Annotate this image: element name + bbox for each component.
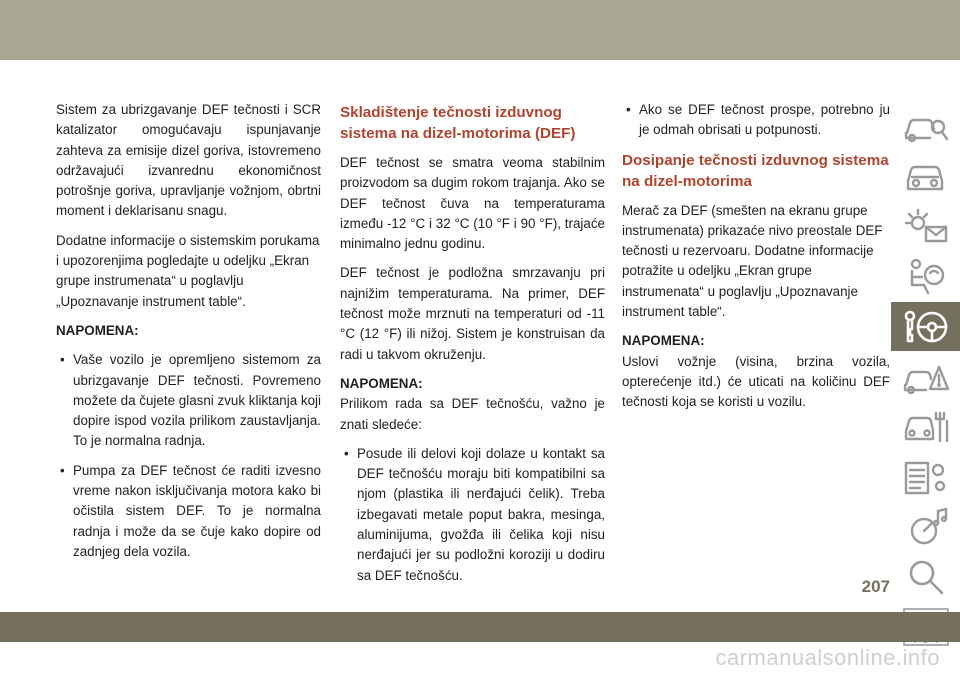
note-text: Prilikom rada sa DEF tečnošću, važno je znati sledeće: xyxy=(340,396,605,432)
list-item: • Posude ili delovi koji dolaze u kontakt sa DEF tečnošću moraju biti kompatibilni sa njom (plastika ili nerđajući čelik). Treba izbegavati metale poput bakra, mesinga, aluminijuma, gvožđa ili čelika koji nisu nerđajući jer su podložni koroziji u dodiru sa DEF tečnošću. xyxy=(340,444,605,586)
tab-gauge-music[interactable] xyxy=(891,502,960,551)
watermark: carmanualsonline.info xyxy=(715,645,940,670)
checklist-gears-icon xyxy=(902,457,950,497)
note-title: NAPOMENA: xyxy=(340,375,423,391)
list-item: • Vaše vozilo je opremljeno sistemom za ubrizgavanje DEF tečnosti. Povremeno možete da čujete glasni zvuk kliktanja koji dopire ispod vozila prilikom zaustavljanja. To je normalna radnja. xyxy=(56,350,321,451)
airbag-seat-icon xyxy=(902,257,950,297)
tab-checklist-gears[interactable] xyxy=(891,452,960,501)
tab-light-message[interactable] xyxy=(891,202,960,251)
note-text: Uslovi vožnje (visina, brzina vozila, opterećenje itd.) će uticati na količinu DEF tečnosti koja se koristi u vozilu. xyxy=(622,353,890,410)
car-search-icon xyxy=(902,107,950,147)
paragraph: DEF tečnost je podložna smrzavanju pri najnižim temperaturama. Na primer, DEF tečnost može mrznuti na temperaturi od -11 °C (12 °F) ili nižoj. Sistem je konstruisan da radi u takvom okruženju. xyxy=(340,265,605,362)
tab-airbag-seat[interactable] xyxy=(891,252,960,301)
top-band xyxy=(0,0,960,60)
section-heading: Skladištenje tečnosti izduvnog sistema na dizel-motorima (DEF) xyxy=(340,104,576,142)
note-title: NAPOMENA: xyxy=(56,322,139,338)
light-message-icon xyxy=(902,207,950,247)
tab-magnifier[interactable] xyxy=(891,552,960,601)
tab-car-search[interactable] xyxy=(891,102,960,151)
key-steering-wheel-icon xyxy=(902,307,950,347)
paragraph: Sistem za ubrizgavanje DEF tečnosti i SCR katalizator omogućavaju ispunjavanje zahteva za emisije dizel goriva, istovremeno održavajući izvanrednu ekonomičnost potrošnje goriva, upravljanje vožnjom, obrtni moment i deklarisanu snagu. xyxy=(56,102,321,219)
bullet-list xyxy=(622,100,890,141)
paragraph: Dodatne informacije o sistemskim porukama i upozorenjima pogledajte u odeljku „Ekran grupe instrumenata“ u poglavlju „Upoznavanje instrument table“. xyxy=(56,232,320,309)
right-column xyxy=(622,100,890,422)
car-dashboard-icon xyxy=(902,157,950,197)
chapter-tabs xyxy=(891,102,960,652)
note-title: NAPOMENA: xyxy=(622,333,705,349)
list-item: • Ako se DEF tečnost prospe, potrebno ju je odmah obrisati u potpunosti. xyxy=(622,100,890,141)
middle-column xyxy=(340,100,605,595)
tab-car-dashboard[interactable] xyxy=(891,152,960,201)
left-column xyxy=(56,100,321,571)
section-heading: Dosipanje tečnosti izduvnog sistema na dizel-motorima xyxy=(622,151,889,190)
list-item: • Pumpa za DEF tečnost će raditi izvesno vreme nakon isključivanja motora kako bi očistila sistem DEF. To je normalna radnja i može da se čuje kako dopire od zadnjeg dela vozila. xyxy=(56,461,321,562)
bullet-list xyxy=(56,350,321,562)
tab-car-warning[interactable] xyxy=(891,352,960,401)
tab-starting-operating[interactable] xyxy=(891,302,960,351)
page-number: 207 xyxy=(861,577,890,596)
magnifier-icon xyxy=(902,557,950,597)
bottom-band xyxy=(0,612,960,642)
gauge-music-icon xyxy=(902,507,950,547)
paragraph: Merač za DEF (smešten na ekranu grupe instrumenata) prikazaće nivo preostale DEF tečnosti u rezervoaru. Dodatne informacije potražite u odeljku „Ekran grupe instrumenata“ u poglavlju „Upoznavanje instrument table“. xyxy=(622,202,883,320)
car-warning-icon xyxy=(902,357,950,397)
tab-car-tools[interactable] xyxy=(891,402,960,451)
paragraph: DEF tečnost se smatra veoma stabilnim proizvodom sa dugim rokom trajanja. Ako se DEF tečnost čuva na temperaturama između -12 °C i 32 °C (10 °F i 90 °F), trajaće minimalno jednu godinu. xyxy=(340,155,605,252)
bullet-list xyxy=(340,444,605,586)
car-tools-icon xyxy=(902,407,950,447)
